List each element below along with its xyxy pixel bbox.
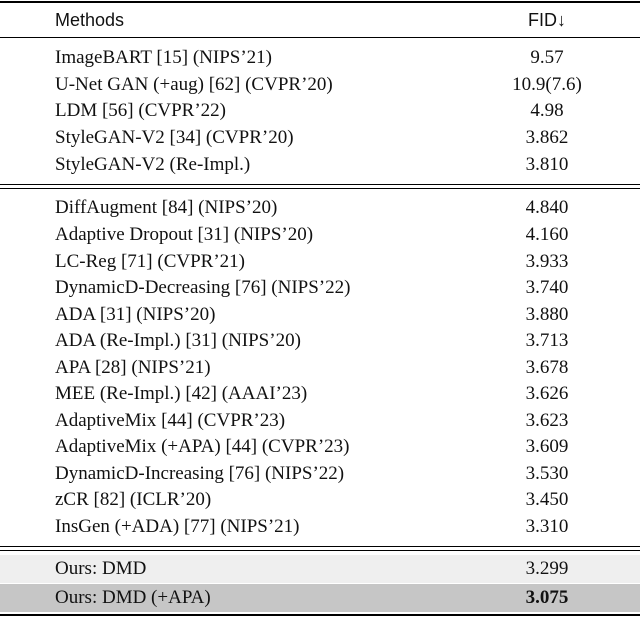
table-row [0,514,640,540]
method-cell: InsGen (+ADA) [77] (NIPS’21) [55,516,300,537]
fid-cell: 4.98 [530,100,564,121]
table-row [0,125,640,151]
method-cell: LC-Reg [71] (CVPR’21) [55,251,245,272]
methods-header: Methods [55,10,125,30]
fid-cell: 3.450 [525,489,569,510]
fid-cell: 3.299 [525,558,569,579]
table-row [0,461,640,487]
method-cell: StyleGAN-V2 [34] (CVPR’20) [55,127,294,148]
table-row [0,249,640,275]
method-cell: AdaptiveMix [44] (CVPR’23) [55,410,286,431]
method-cell: zCR [82] (ICLR’20) [55,489,212,510]
fid-cell: 10.9(7.6) [512,74,582,95]
fid-cell: 3.678 [525,357,569,378]
method-cell: DiffAugment [84] (NIPS’20) [55,197,278,218]
table-row [0,302,640,328]
table-row [0,152,640,178]
ours-row [0,555,640,583]
fid-cell: 9.57 [530,47,564,68]
fid-cell: 3.740 [525,277,569,298]
method-cell: U-Net GAN (+aug) [62] (CVPR’20) [55,74,333,95]
fid-cell: 3.713 [525,330,569,351]
header-row [0,7,640,33]
fid-cell: 3.530 [525,463,569,484]
method-cell: ImageBART [15] (NIPS’21) [55,47,272,68]
method-cell: ADA [31] (NIPS’20) [55,304,216,325]
ours-separator-rule [0,550,640,551]
table-row [0,72,640,98]
fid-cell: 3.862 [525,127,569,148]
table-row [0,328,640,354]
fid-cell: 3.623 [525,410,569,431]
method-cell: Ours: DMD (+APA) [55,587,211,608]
method-cell: APA [28] (NIPS’21) [55,357,211,378]
method-cell: AdaptiveMix (+APA) [44] (CVPR’23) [55,436,350,457]
method-cell: Adaptive Dropout [31] (NIPS’20) [55,224,314,245]
table-row [0,487,640,513]
fid-header: FID↓ [528,10,566,30]
table-row [0,355,640,381]
fid-cell: 3.609 [525,436,569,457]
top-rule [0,1,640,3]
method-cell: Ours: DMD [55,558,147,579]
group-separator-rule [0,184,640,185]
table-row [0,98,640,124]
table-row [0,45,640,71]
fid-cell: 4.160 [525,224,569,245]
method-cell: DynamicD-Decreasing [76] (NIPS’22) [55,277,351,298]
ours-separator-rule [0,546,640,547]
method-cell: StyleGAN-V2 (Re-Impl.) [55,154,251,175]
table-row [0,275,640,301]
table-row [0,408,640,434]
method-cell: MEE (Re-Impl.) [42] (AAAI’23) [55,383,308,404]
method-cell: LDM [56] (CVPR’22) [55,100,226,121]
ours-row-highlighted [0,584,640,612]
method-cell: DynamicD-Increasing [76] (NIPS’22) [55,463,345,484]
table-row [0,381,640,407]
fid-cell: 3.626 [525,383,569,404]
table-row [0,222,640,248]
fid-cell: 3.810 [525,154,569,175]
best-fid-cell: 3.075 [525,587,569,608]
fid-cell: 3.880 [525,304,569,325]
method-cell: ADA (Re-Impl.) [31] (NIPS’20) [55,330,301,351]
fid-cell: 3.310 [525,516,569,537]
fid-cell: 4.840 [525,197,569,218]
table-row [0,195,640,221]
fid-cell: 3.933 [525,251,569,272]
header-rule [0,37,640,38]
group-separator-rule [0,188,640,189]
bottom-rule [0,614,640,616]
table-row [0,434,640,460]
